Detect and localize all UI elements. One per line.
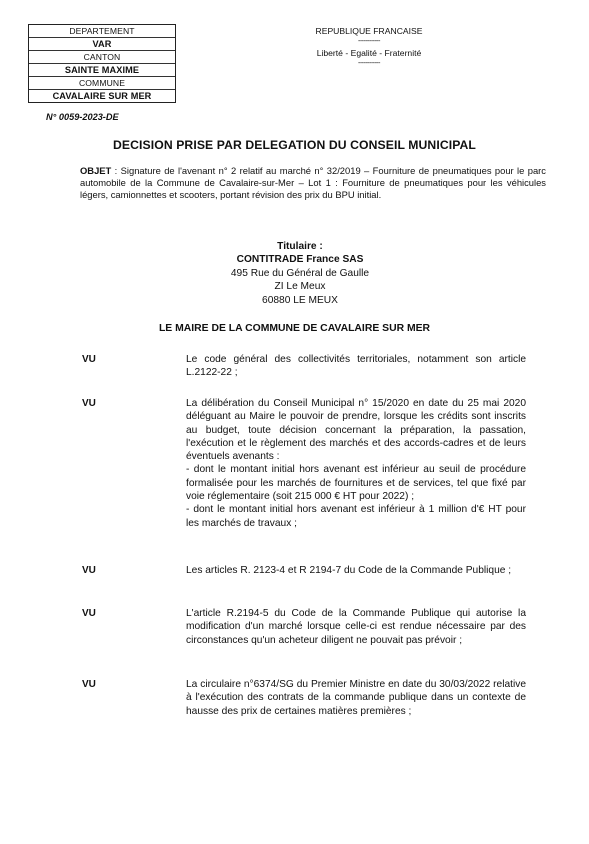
canton-label: CANTON bbox=[29, 51, 175, 64]
vu-label: VU bbox=[82, 565, 96, 576]
republic-separator-2: ------------ bbox=[358, 60, 380, 67]
maire-heading: LE MAIRE DE LA COMMUNE DE CAVALAIRE SUR MER bbox=[158, 323, 431, 334]
republic-header bbox=[300, 25, 438, 69]
vu-text bbox=[186, 353, 526, 380]
vu-line: Le code général des collectivités territoriales, notamment son article L.2122-22 ; bbox=[186, 354, 526, 379]
vu-line: La circulaire n°6374/SG du Premier Ministre en date du 30/03/2022 relative à l'exécution des contrats de la commande publique dans un contexte de hausse des prix de certaines matières premières ; bbox=[186, 679, 526, 717]
document-title: DECISION PRISE PAR DELEGATION DU CONSEIL MUNICIPAL bbox=[113, 138, 476, 152]
vu-line: La délibération du Conseil Municipal n° 15/2020 en date du 25 mai 2020 déléguant au Maire le pouvoir de prendre, lorsque les crédits sont inscrits au budget, toute décision concernant la préparation, la passation, l'exécution et le règlement des marchés et des accords-cadres et de leurs éventuels avenants : bbox=[186, 398, 526, 463]
vu-text bbox=[186, 678, 526, 718]
vu-label: VU bbox=[82, 608, 96, 619]
titulaire-address-line-2: ZI Le Meux bbox=[274, 281, 326, 293]
commune-value: CAVALAIRE SUR MER bbox=[52, 91, 152, 101]
vu-text bbox=[186, 397, 526, 530]
vu-line: L'article R.2194-5 du Code de la Commande Publique qui autorise la modification d'un marché lorsque celle-ci est rendue nécessaire par des circonstances qu'un acheteur diligent ne pouvait pas prévoir ; bbox=[186, 608, 526, 646]
titulaire-address-line-1: 495 Rue du Général de Gaulle bbox=[230, 267, 370, 279]
objet-text: : Signature de l'avenant n° 2 relatif au marché n° 32/2019 – Fourniture de pneumatiques pour le parc automobile de la Commune de Cavalaire-sur-Mer – Lot 1 : Fourniture de pneumatiques pour les véhicules légers, camionnettes et scooters, portant révision des prix du BPU initial. bbox=[80, 165, 546, 200]
titulaire-label: Titulaire : bbox=[277, 241, 323, 252]
vu-line: - dont le montant initial hors avenant est inférieur au seuil de procédure formalisée pour les marchés de fournitures et de services, tel que fixé par voie réglementaire (soit 215 000 € HT pour 2022) ; bbox=[186, 464, 526, 503]
titulaire-block bbox=[180, 240, 420, 307]
republic-motto: Liberté - Egalité - Fraternité bbox=[316, 48, 422, 58]
departement-label: DEPARTEMENT bbox=[29, 25, 175, 38]
objet-paragraph bbox=[80, 165, 546, 201]
vu-text bbox=[186, 564, 526, 577]
vu-label: VU bbox=[82, 398, 96, 409]
objet-label: OBJET bbox=[80, 165, 112, 176]
administrative-header-table bbox=[28, 24, 176, 103]
vu-label: VU bbox=[82, 354, 96, 365]
republic-name: REPUBLIQUE FRANCAISE bbox=[315, 26, 423, 36]
titulaire-company: CONTITRADE France SAS bbox=[236, 254, 364, 266]
vu-text bbox=[186, 607, 526, 647]
vu-line: - dont le montant initial hors avenant est inférieur à 1 million d'€ HT pour les marchés de travaux ; bbox=[186, 504, 526, 529]
vu-line: Les articles R. 2123-4 et R 2194-7 du Code de la Commande Publique ; bbox=[186, 565, 512, 576]
departement-value: VAR bbox=[29, 38, 175, 51]
decision-reference: N° 0059-2023-DE bbox=[46, 112, 119, 122]
commune-label: COMMUNE bbox=[29, 77, 175, 90]
vu-label: VU bbox=[82, 679, 96, 690]
titulaire-address-line-3: 60880 LE MEUX bbox=[262, 294, 338, 306]
canton-value: SAINTE MAXIME bbox=[29, 64, 175, 77]
republic-separator-1: ------------ bbox=[358, 38, 380, 45]
